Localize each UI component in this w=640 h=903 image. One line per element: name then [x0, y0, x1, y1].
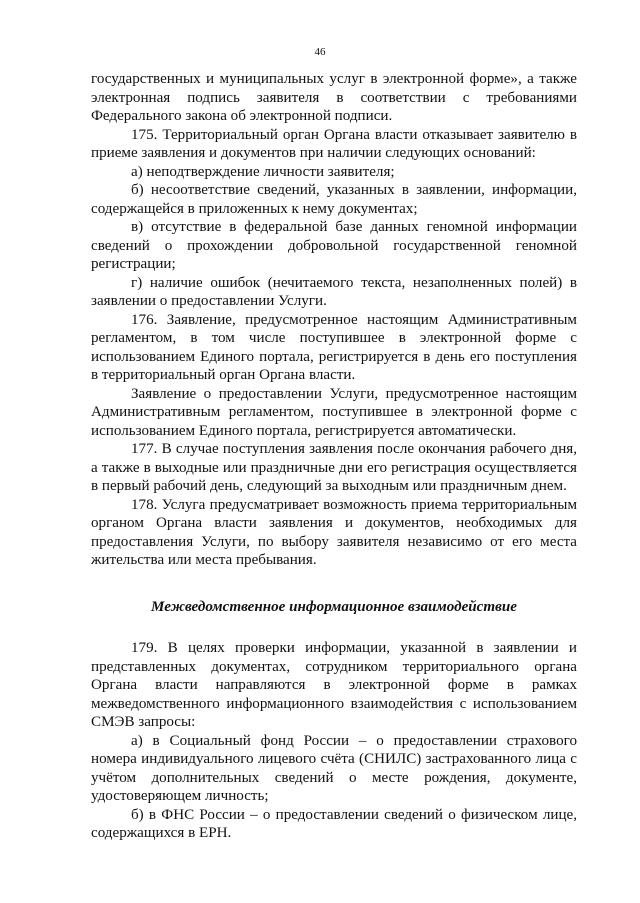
- paragraph-175: 175. Территориальный орган Органа власти отказывает заявителю в приеме заявления и документов при наличии следующих оснований:: [91, 126, 577, 161]
- document-body: [91, 70, 577, 843]
- paragraph-179-b: б) в ФНС России – о предоставлении сведений о физическом лице, содержащихся в ЕРН.: [91, 806, 577, 841]
- paragraph-178: 178. Услуга предусматривает возможность приема территориальным органом Органа власти заявления и документов, необходимых для предоставления Услуги, по выбору заявителя независимо от его места жительства или места пребывания.: [91, 496, 577, 568]
- paragraph-177: 177. В случае поступления заявления после окончания рабочего дня, а также в выходные или праздничные дни его регистрация осуществляется в первый рабочий день, следующий за выходным или праздничным днем.: [91, 441, 577, 494]
- paragraph-175-a: а) неподтверждение личности заявителя;: [131, 163, 395, 180]
- paragraph-continuation: государственных и муниципальных услуг в электронной форме», а также электронная подпись заявителя в соответствии с требованиями Федерального закона об электронной подписи.: [91, 71, 577, 124]
- section-heading: Межведомственное информационное взаимодействие: [151, 598, 517, 615]
- paragraph-176-b: Заявление о предоставлении Услуги, предусмотренное настоящим Административным регламентом, поступившее в электронной форме с использованием Единого портала, регистрируется автоматически.: [91, 385, 577, 439]
- paragraph-176: 176. Заявление, предусмотренное настоящим Административным регламентом, в том числе поступившее в электронной форме с использованием Единого портала, регистрируется в день его поступления в территориальный орган Органа власти.: [91, 311, 577, 383]
- paragraph-179-a: а) в Социальный фонд России – о предоставлении страхового номера индивидуального лицевого счёта (СНИЛС) застрахованного лица с учётом дополнительных сведений о месте рождения, документе, удостоверяющем личность;: [91, 732, 577, 804]
- paragraph-175-g: г) наличие ошибок (нечитаемого текста, незаполненных полей) в заявлении о предоставлении Услуги.: [91, 274, 577, 309]
- paragraph-175-v: в) отсутствие в федеральной базе данных геномной информации сведений о прохождении добровольной государственной геномной регистрации;: [91, 219, 577, 272]
- page-number: 46: [314, 46, 326, 58]
- paragraph-175-b: б) несоответствие сведений, указанных в заявлении, информации, содержащейся в приложенных к нему документах;: [91, 182, 577, 217]
- paragraph-179: 179. В целях проверки информации, указанной в заявлении и представленных документах, сотрудником территориального органа Органа власти направляются в электронной форме в рамках межведомственного информационного взаимодействия с использованием СМЭВ запросы:: [91, 640, 577, 730]
